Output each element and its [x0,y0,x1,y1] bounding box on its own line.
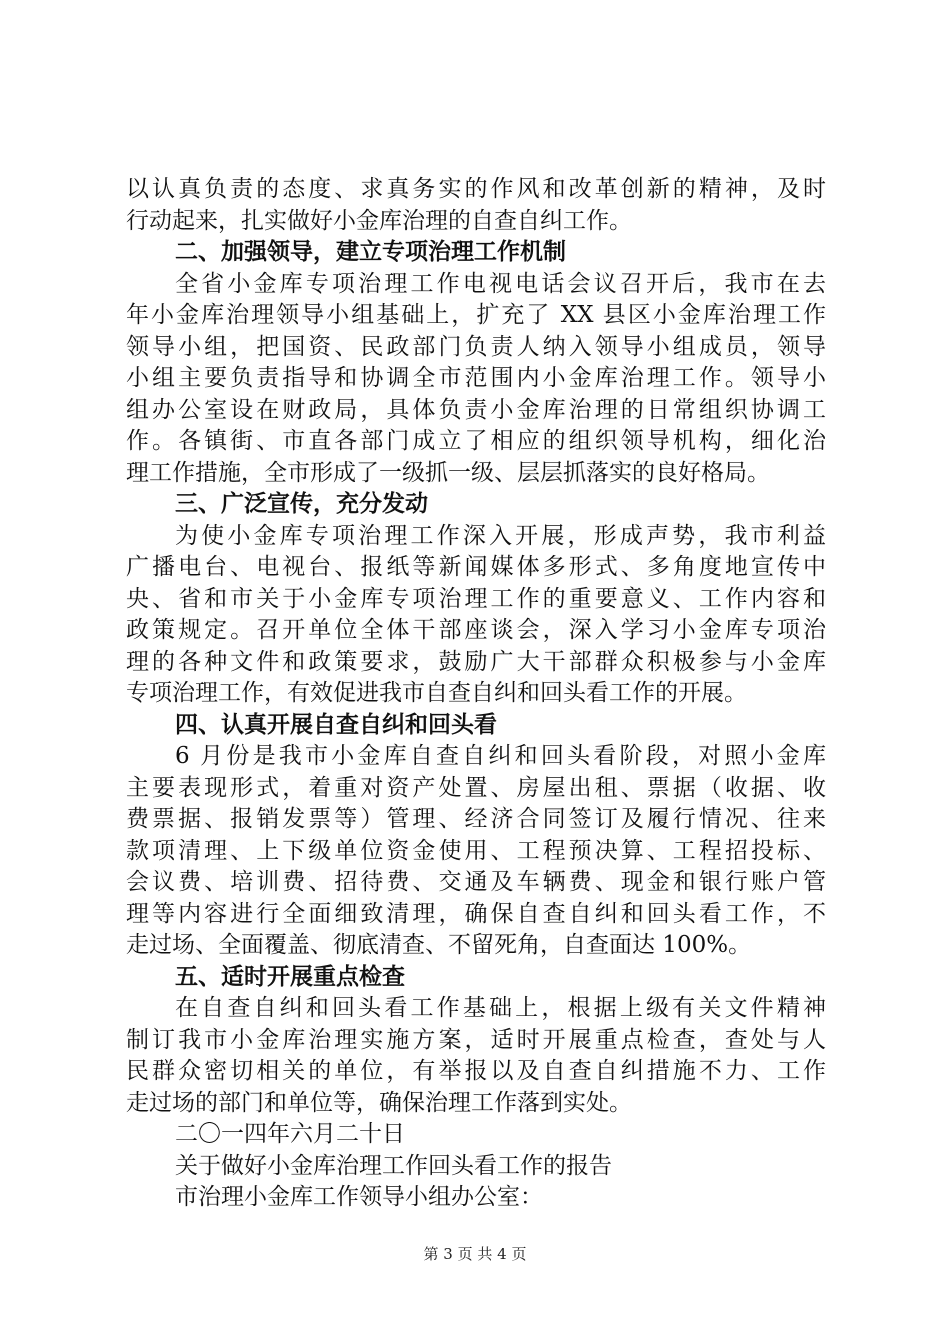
paragraph-line: 专项治理工作，有效促进我市自查自纠和回头看工作的开展。 [126,680,747,706]
document-body [126,174,826,1214]
paragraph-line: 作。各镇街、市直各部门成立了相应的组织领导机构，细化治 [126,428,826,454]
date-line: 二〇一四年六月二十日 [175,1121,405,1147]
paragraph-line: 在自查自纠和回头看工作基础上，根据上级有关文件精神 [175,995,826,1021]
paragraph-line: 行动起来，扎实做好小金库治理的自查自纠工作。 [126,207,632,234]
paragraph-line: 广播电台、电视台、报纸等新闻媒体多形式、多角度地宣传中 [126,554,826,580]
recipient-line: 市治理小金库工作领导小组办公室： [175,1184,543,1210]
paragraph-line: 理的各种文件和政策要求，鼓励广大干部群众积极参与小金库 [126,648,826,675]
paragraph-line: 理工作措施，全市形成了一级抓一级、层层抓落实的良好格局。 [126,459,770,486]
paragraph-line: 6 月份是我市小金库自查自纠和回头看阶段，对照小金库 [175,743,826,769]
paragraph-line: 理等内容进行全面细致清理，确保自查自纠和回头看工作，不 [126,900,826,927]
section-heading: 三、广泛宣传，充分发动 [175,491,428,517]
report-title-line: 关于做好小金库治理工作回头看工作的报告 [175,1152,612,1179]
page-footer: 第 3 页 共 4 页 [423,1245,527,1263]
paragraph-line: 款项清理、上下级单位资金使用、工程预决算、工程招投标、 [126,837,826,864]
paragraph-line: 全省小金库专项治理工作电视电话会议召开后，我市在去 [175,270,826,297]
paragraph-line: 费票据、报销发票等）管理、经济合同签订及履行情况、往来 [126,806,826,832]
paragraph-line: 走过场的部门和单位等，确保治理工作落到实处。 [126,1089,632,1116]
paragraph-line: 组办公室设在财政局，具体负责小金库治理的日常组织协调工 [126,396,826,423]
paragraph-line: 领导小组，把国资、民政部门负责人纳入领导小组成员，领导 [126,333,826,360]
paragraph-line: 年小金库治理领导小组基础上，扩充了 XX 县区小金库治理工作 [126,302,826,328]
paragraph-line: 为使小金库专项治理工作深入开展，形成声势，我市利益 [175,522,826,549]
paragraph-line: 制订我市小金库治理实施方案，适时开展重点检查，查处与人 [126,1026,826,1053]
section-heading: 四、认真开展自查自纠和回头看 [175,711,497,738]
paragraph-line: 央、省和市关于小金库专项治理工作的重要意义、工作内容和 [126,585,826,612]
paragraph-line: 走过场、全面覆盖、彻底清查、不留死角，自查面达 100%。 [126,932,752,958]
paragraph-line: 民群众密切相关的单位，有举报以及自查自纠措施不力、工作 [126,1058,826,1084]
paragraph-line: 政策规定。召开单位全体干部座谈会，深入学习小金库专项治 [126,617,826,643]
section-heading: 二、加强领导，建立专项治理工作机制 [175,239,566,265]
paragraph-line: 会议费、培训费、招待费、交通及车辆费、现金和银行账户管 [126,869,826,895]
paragraph-line: 以认真负责的态度、求真务实的作风和改革创新的精神，及时 [126,176,826,202]
paragraph-line: 小组主要负责指导和协调全市范围内小金库治理工作。领导小 [126,365,826,391]
section-heading: 五、适时开展重点检查 [175,963,405,990]
paragraph-line: 主要表现形式，着重对资产处置、房屋出租、票据（收据、收 [126,774,826,801]
